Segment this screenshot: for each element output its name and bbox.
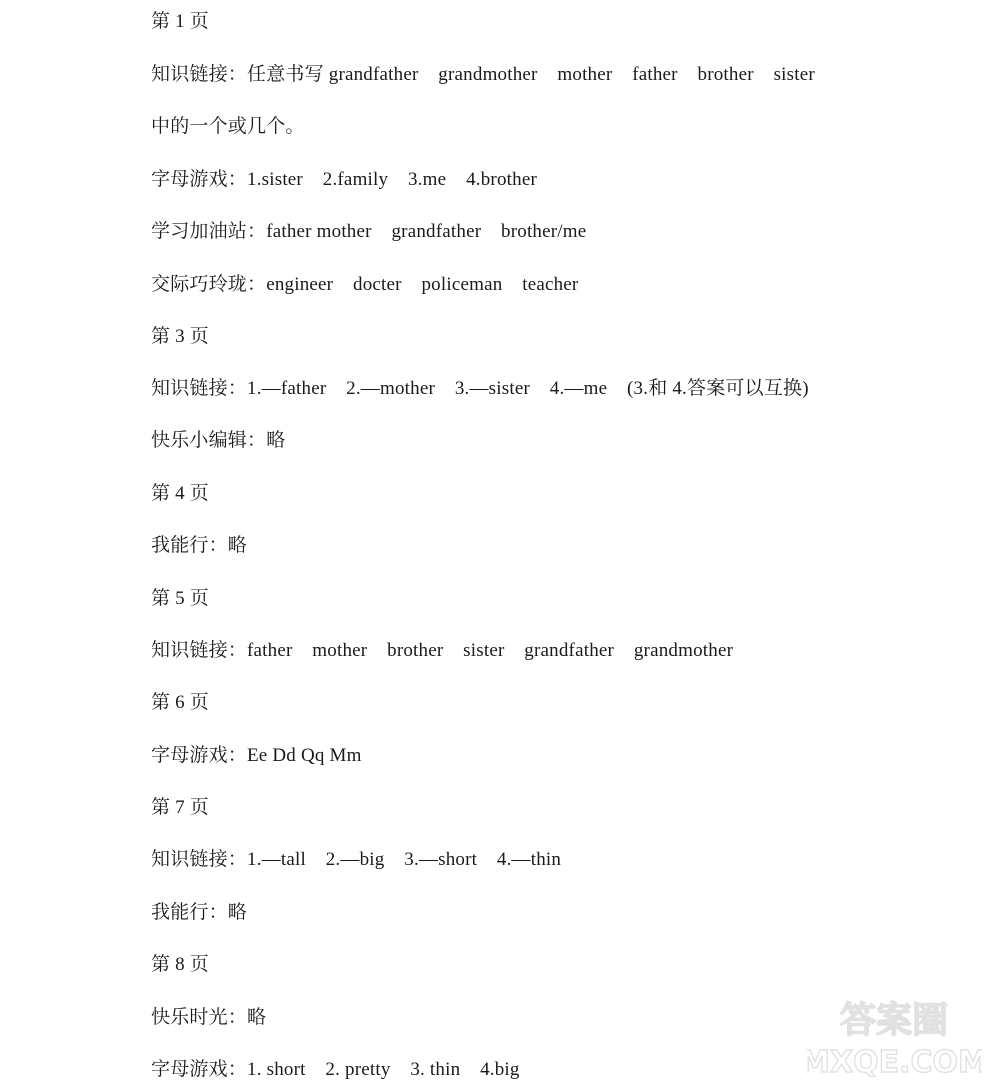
- svg-text:MXQE.COM: MXQE.COM: [807, 1045, 982, 1079]
- site-watermark-logo: [807, 994, 982, 1079]
- page-heading-8: 第 8 页: [151, 954, 210, 975]
- svg-text:答案圈: 答案圈: [839, 1000, 949, 1041]
- page-heading-5: 第 5 页: [151, 588, 210, 609]
- page-heading-6: 第 6 页: [151, 692, 210, 713]
- answer-line: 快乐小编辑：略: [151, 430, 286, 451]
- page-heading-1: 第 1 页: [151, 11, 210, 32]
- answer-line: 字母游戏：Ee Dd Qq Mm: [151, 745, 362, 766]
- answer-line: 学习加油站：father mother grandfather brother/me: [151, 221, 587, 242]
- page-heading-3: 第 3 页: [151, 326, 210, 347]
- answer-line: 字母游戏：1.sister 2.family 3.me 4.brother: [151, 169, 537, 190]
- answer-line: 字母游戏：1. short 2. pretty 3. thin 4.big: [151, 1059, 520, 1080]
- page-heading-4: 第 4 页: [151, 483, 210, 504]
- answer-line: 知识链接：1.—father 2.—mother 3.—sister 4.—me (3.和 4.答案可以互换): [151, 378, 809, 399]
- answer-line: 知识链接：任意书写 grandfather grandmother mother father brother sister: [151, 64, 815, 85]
- page-heading-7: 第 7 页: [151, 797, 210, 818]
- answer-line: 我能行：略: [151, 535, 248, 556]
- answer-line: 知识链接：father mother brother sister grandfather grandmother: [151, 640, 734, 661]
- answer-line: 快乐时光：略: [151, 1007, 267, 1028]
- answer-line: 我能行：略: [151, 902, 248, 923]
- answer-line: 交际巧玲珑：engineer docter policeman teacher: [151, 274, 579, 295]
- answer-line: 知识链接：1.—tall 2.—big 3.—short 4.—thin: [151, 849, 562, 870]
- answer-line: 中的一个或几个。: [151, 116, 305, 137]
